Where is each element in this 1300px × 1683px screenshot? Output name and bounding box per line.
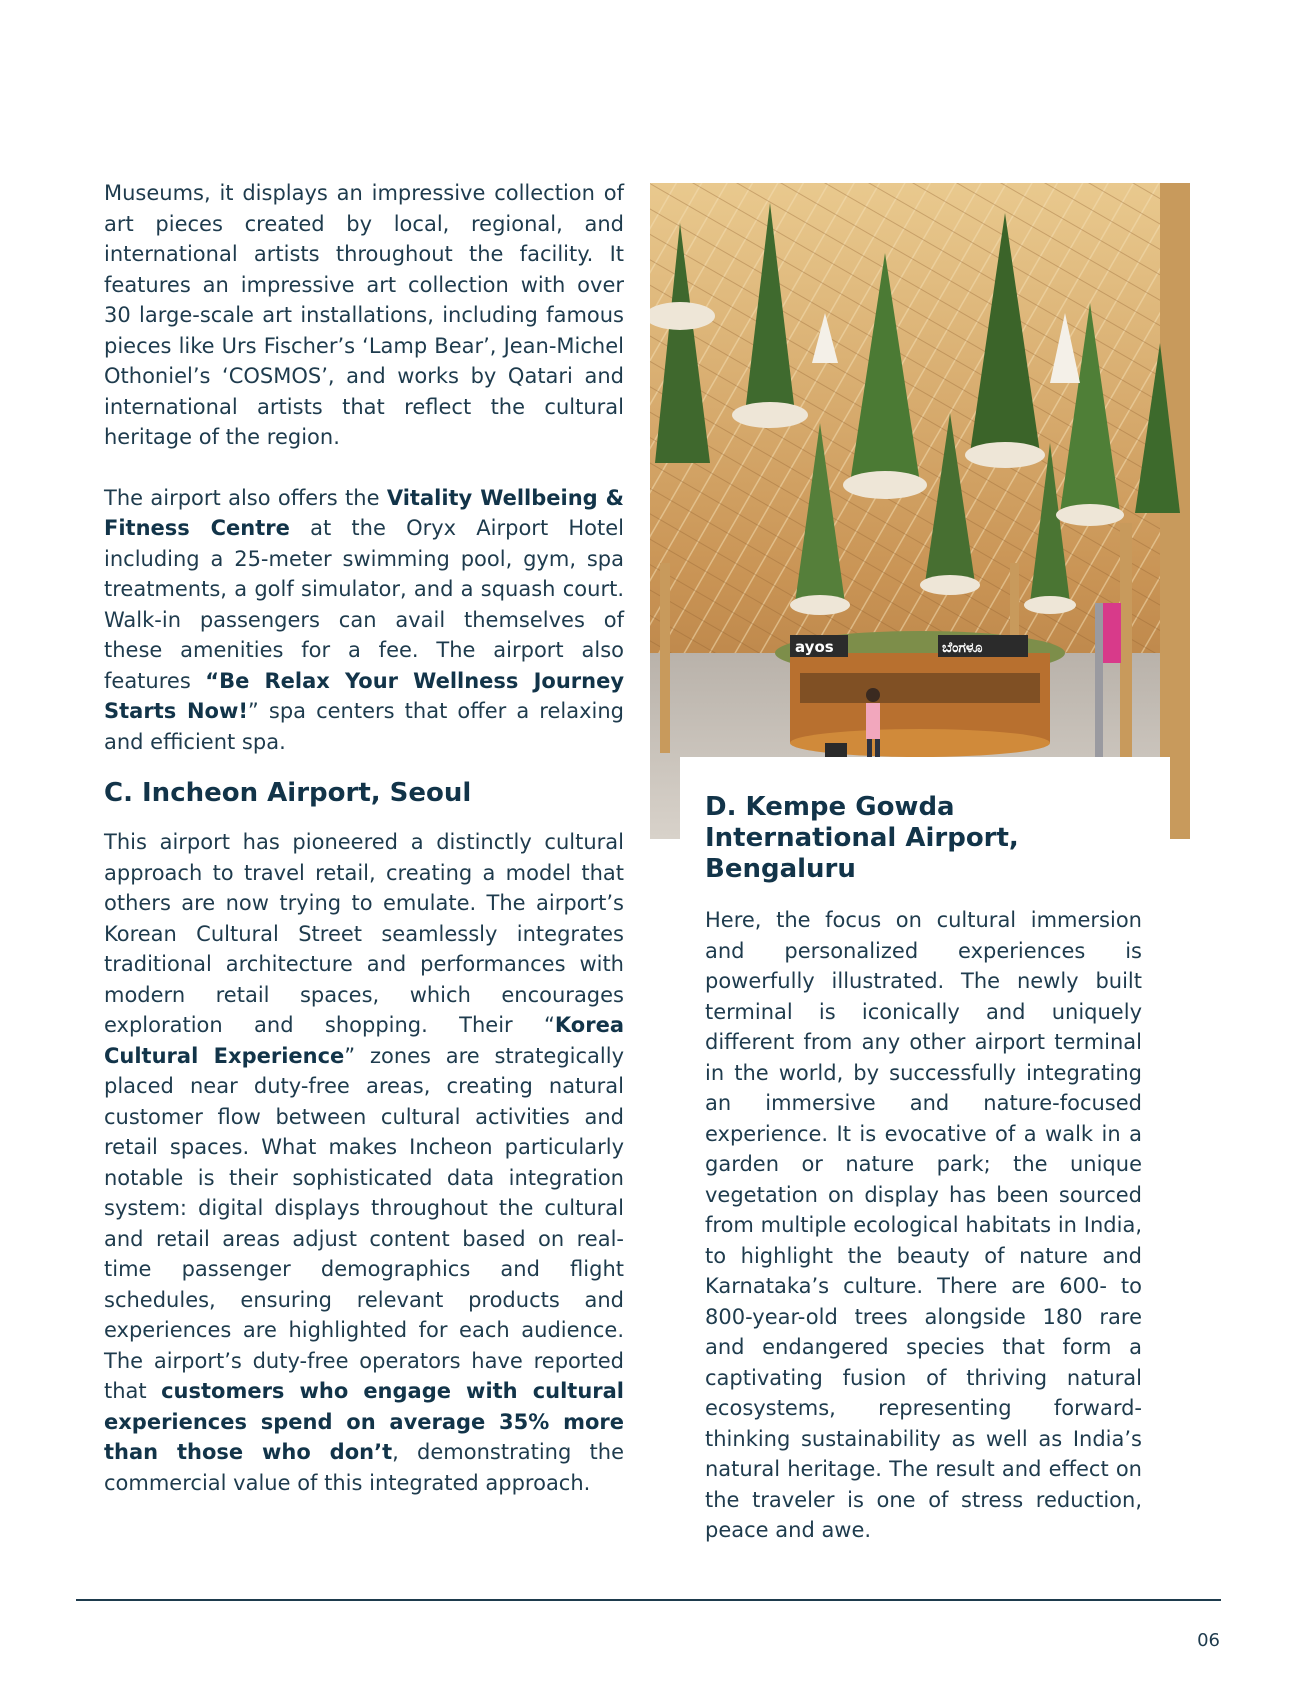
page-number: 06 (1197, 1630, 1220, 1651)
section-c-heading: C. Incheon Airport, Seoul (104, 778, 472, 808)
bengaluru-paragraph: Here, the focus on cultural immersion and personalized experiences is powerfully illustrated. The newly built terminal is iconically and uniquely different from any other airport terminal in the world, by successfully integrating an immersive and nature-focused experience. It is evocative of a walk in a garden or nature park; the unique vegetation on display has been sourced from multiple ecological habitats in India, to highlight the beauty of nature and Karnataka’s culture. There are 600- to 800-year-old trees alongside 180 rare and endangered species that form a captivating fusion of thriving natural ecosystems, representing forward-thinking sustainability as well as India’s natural heritage. The result and effect on the traveler is one of stress reduction, peace and awe. (705, 908, 1142, 1542)
spend-statistic-bold: customers who engage with cultural experiences spend on average 35% more than those who don’t (104, 1379, 625, 1464)
sign-left-text: ayos (795, 638, 834, 656)
vitality-centre-bold: Vitality Wellbeing & Fitness Centre (104, 485, 624, 540)
kiosk (775, 631, 1065, 757)
wellness-paragraph: The airport also offers the Vitality Wellbeing & Fitness Centre at the Oryx Airport Hotel including a 25-meter swimming pool, gym, spa treatments, a golf simulator, and a squash court. Walk-in passengers can avail themselves of these amenities for a fee. The airport also features “Be Relax Your Wellness Journey Starts Now!” spa centers that offer a relaxing and efficient spa. (104, 485, 625, 754)
section-d-heading: D. Kempe Gowda International Airport, Bengaluru (705, 792, 1019, 884)
be-relax-bold: “Be Relax Your Wellness Journey Starts Now! (104, 668, 625, 723)
incheon-paragraph: This airport has pioneered a distinctly cultural approach to travel retail, creating a model that others are now trying to emulate. The airport’s Korean Cultural Street seamlessly integrates traditional architecture and performances with modern retail spaces, which encourages exploration and shopping. Their “Korea Cultural Experience” zones are strategically placed near duty-free areas, creating natural customer flow between cultural activities and retail spaces. What makes Incheon particularly notable is their sophisticated data integration system: digital displays throughout the cultural and retail areas adjust content based on real-time passenger demographics and flight schedules, ensuring relevant products and experiences are highlighted for each audience. The airport’s duty-free operators have reported that customers who engage with cultural experiences spend on average 35% more than those who don’t, demonstrating the commercial value of this integrated approach. (104, 830, 625, 1495)
korea-cultural-experience-bold: Korea Cultural Experience (104, 1013, 624, 1068)
left-column (104, 178, 624, 1498)
right-column (705, 792, 1142, 1546)
terminal-photo (650, 183, 1203, 839)
footer-rule (76, 1599, 1221, 1601)
museum-paragraph: Museums, it displays an impressive collection of art pieces created by local, regional, and international artists throughout the facility. It features an impressive art collection with over 30 large-scale art installations, including famous pieces like Urs Fischer’s ‘Lamp Bear’, Jean-Michel Othoniel’s ‘COSMOS’, and works by Qatari and international artists that reflect the cultural heritage of the region. (104, 181, 624, 449)
sign-right-text: ಬೆಂಗಳೂ (942, 640, 983, 656)
terminal-illustration (650, 183, 1203, 839)
